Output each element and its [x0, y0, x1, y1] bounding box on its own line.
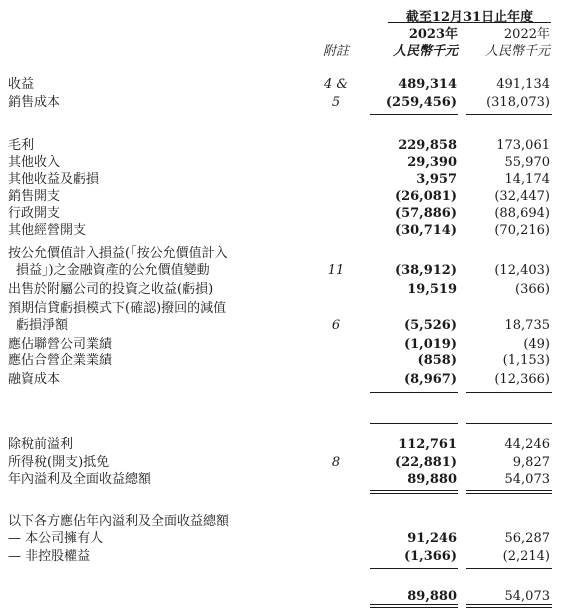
row-value-2022: (366) — [515, 282, 550, 297]
table-row — [0, 188, 564, 206]
row-value-2023: 112,761 — [398, 437, 457, 452]
row-label: 預期信貸虧損模式下(確認)撥回的減值 — [8, 301, 227, 316]
row-value-2022: (88,694) — [494, 206, 550, 221]
row-value-2022: 18,735 — [504, 318, 550, 333]
row-value-2023: (1,366) — [403, 549, 457, 564]
table-row — [0, 436, 564, 454]
row-value-2022: (318,073) — [486, 95, 550, 110]
rule-2022 — [466, 568, 552, 569]
table-row — [0, 471, 564, 489]
rule-2023 — [370, 114, 458, 115]
row-value-2022: 491,134 — [496, 77, 550, 92]
row-note: 8 — [331, 455, 341, 470]
row-label: 融資成本 — [8, 372, 61, 387]
row-label: 應佔聯營公司業績 — [8, 337, 113, 352]
row-value-2023: (259,456) — [385, 95, 457, 110]
unit-2022-header: 人民幣千元 — [484, 44, 550, 59]
row-value-2022: 14,174 — [504, 172, 550, 187]
table-row — [0, 137, 564, 155]
row-value-2022: (12,403) — [494, 263, 550, 278]
rule-2022 — [466, 392, 552, 393]
row-note: 11 — [327, 263, 345, 278]
table-row — [0, 530, 564, 548]
row-label: 年內溢利及全面收益總額 — [8, 472, 152, 487]
table-row — [0, 222, 564, 240]
row-value-2023: 489,314 — [398, 77, 457, 92]
table-row — [0, 454, 564, 472]
table-row — [0, 352, 564, 370]
table-row — [0, 171, 564, 189]
rule-2023 — [370, 493, 458, 494]
rule-2022 — [466, 423, 552, 424]
rule-2022 — [466, 607, 552, 608]
unit-2023-header: 人民幣千元 — [392, 44, 458, 59]
row-value-2022: 55,970 — [504, 155, 550, 170]
row-label: 應佔合營企業業績 — [8, 353, 113, 368]
row-label: 出售於附屬公司的投資之收益(虧損) — [8, 282, 214, 297]
rule-2023 — [370, 607, 458, 608]
row-value-2022: 56,287 — [504, 531, 550, 546]
row-value-2023: (57,886) — [394, 206, 457, 221]
row-value-2023: 89,880 — [407, 589, 457, 604]
row-value-2022: (32,447) — [494, 189, 550, 204]
row-label: 以下各方應佔年內溢利及全面收益總額 — [8, 514, 230, 529]
row-value-2023: 91,246 — [407, 531, 457, 546]
rule-2023 — [370, 604, 458, 605]
table-row — [0, 548, 564, 566]
row-value-2023: 19,519 — [407, 282, 457, 297]
row-value-2023: (5,526) — [403, 318, 457, 333]
row-value-2022: 54,073 — [504, 589, 550, 604]
row-value-2022: 54,073 — [504, 472, 550, 487]
row-label: 其他經營開支 — [8, 223, 87, 238]
row-label: — 非控股權益 — [8, 549, 91, 564]
table-row — [0, 300, 564, 318]
row-value-2022: (12,366) — [494, 372, 550, 387]
rule-2022 — [466, 493, 552, 494]
row-value-2022: (49) — [523, 337, 550, 352]
table-row — [0, 154, 564, 172]
rule-2023 — [370, 490, 458, 491]
row-value-2022: (70,216) — [494, 223, 550, 238]
table-row — [0, 371, 564, 389]
table-row — [0, 262, 564, 280]
row-label: 其他收入 — [8, 155, 61, 170]
row-value-2022: 44,246 — [504, 437, 550, 452]
row-value-2023: (22,881) — [394, 455, 457, 470]
rule-2023 — [370, 392, 458, 393]
row-label: 其他收益及虧損 — [8, 172, 100, 187]
note-column-header: 附註 — [322, 44, 349, 59]
row-label: 所得稅(開支)抵免 — [8, 455, 110, 470]
row-value-2023: 89,880 — [407, 472, 457, 487]
row-note: 4 & 5 — [324, 77, 348, 110]
rule-2022 — [466, 490, 552, 491]
row-value-2023: (26,081) — [394, 189, 457, 204]
row-value-2023: 229,858 — [398, 138, 457, 153]
period-header: 截至12月31日止年度 — [405, 10, 534, 25]
row-value-2022: (2,214) — [502, 549, 550, 564]
row-label: 損益」)之金融資產的公允價值變動 — [16, 263, 210, 278]
table-row — [0, 205, 564, 223]
row-label: — 本公司擁有人 — [8, 531, 104, 546]
row-label: 按公允價值計入損益(「按公允價值計入 — [8, 246, 228, 261]
table-row — [0, 513, 564, 531]
row-value-2023: 29,390 — [407, 155, 457, 170]
row-value-2022: (1,153) — [502, 353, 550, 368]
row-label: 收益 — [8, 77, 35, 92]
row-label: 除稅前溢利 — [8, 437, 74, 452]
row-note: 6 — [331, 318, 341, 333]
table-row — [0, 94, 564, 112]
table-row — [0, 245, 564, 263]
row-value-2023: 3,957 — [416, 172, 457, 187]
rule-2022 — [466, 114, 552, 115]
row-value-2023: (858) — [417, 353, 457, 368]
row-value-2023: (38,912) — [394, 263, 457, 278]
rule-2022 — [466, 604, 552, 605]
row-value-2023: (1,019) — [403, 337, 457, 352]
row-label: 銷售成本 — [8, 95, 61, 110]
row-label: 虧損淨額 — [16, 318, 69, 333]
year-2022-header: 2022年 — [503, 27, 550, 42]
row-value-2023: (30,714) — [394, 223, 457, 238]
row-value-2023: (8,967) — [403, 372, 457, 387]
rule-2023 — [370, 423, 458, 424]
row-value-2022: 173,061 — [496, 138, 550, 153]
table-row — [0, 317, 564, 335]
year-2023-header: 2023年 — [408, 27, 458, 42]
rule-2023 — [370, 568, 458, 569]
table-row — [0, 281, 564, 299]
row-label: 毛利 — [8, 138, 35, 153]
row-label: 銷售開支 — [8, 189, 61, 204]
row-label: 行政開支 — [8, 206, 61, 221]
row-value-2022: 9,827 — [512, 455, 550, 470]
